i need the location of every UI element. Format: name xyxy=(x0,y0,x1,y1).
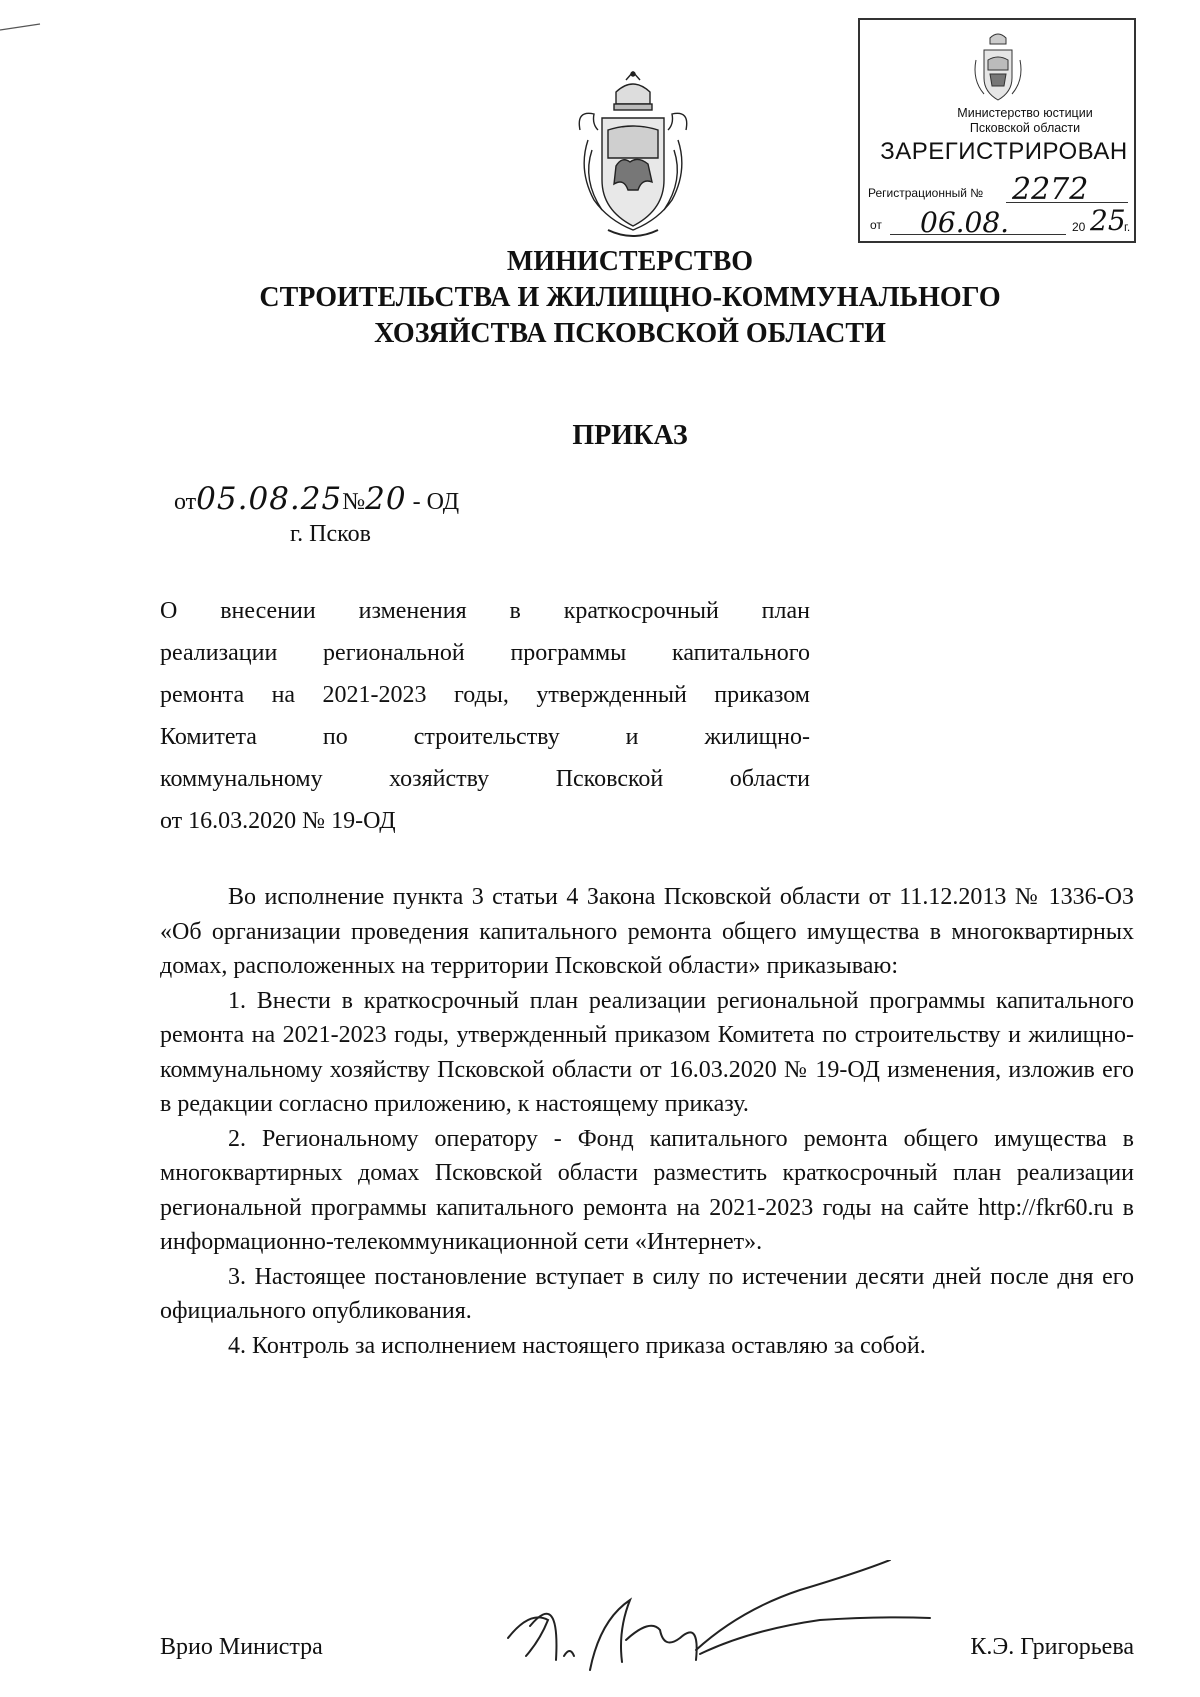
body-item-4: 4. Контроль за исполнением настоящего приказа оставляю за собой. xyxy=(228,1332,926,1359)
stamp-year-value: 25 xyxy=(1090,204,1126,237)
heading-line-1: МИНИСТЕРСТВО xyxy=(506,246,754,277)
order-number-value: 20 xyxy=(365,481,407,517)
signer-name: К.Э. Григорьева xyxy=(970,1634,1134,1660)
order-number-suffix: - ОД xyxy=(406,489,460,515)
subject-line-4: Комитета по строительству и жилищно- xyxy=(160,724,810,750)
handwritten-signature xyxy=(500,1560,940,1680)
margin-mark xyxy=(0,22,42,32)
stamp-emblem-icon xyxy=(970,30,1026,106)
stamp-date-label: от xyxy=(870,218,882,232)
subject-line-6: от 16.03.2020 № 19-ОД xyxy=(160,808,396,834)
subject-line-5: коммунальному хозяйству Псковской области xyxy=(160,766,810,792)
stamp-date-value: 06.08. xyxy=(920,206,1010,239)
body-item-3: 3. Настоящее постановление вступает в силу по истечении десяти дней после дня его официального опубликования. xyxy=(160,1263,1134,1324)
order-date-number xyxy=(174,481,459,517)
heading-line-3: ХОЗЯЙСТВА ПСКОВСКОЙ ОБЛАСТИ xyxy=(374,318,886,349)
body-item-1: 1. Внести в краткосрочный план реализации региональной программы капитального ремонта на 2021-2023 годы, утвержденный приказом Комитета по строительству и жилищно-коммунальному хозяйству Псковской области от 16.03.2020 № 19-ОД изменения, изложив его в редакции согласно приложению, к настоящему приказу. xyxy=(160,987,1134,1117)
stamp-ministry xyxy=(920,106,1130,136)
order-city: г. Псков xyxy=(290,521,371,547)
stamp-year-suffix: г. xyxy=(1124,220,1131,234)
stamp-year-prefix: 20 xyxy=(1072,220,1086,234)
stamp-ministry-name: Министерство юстиции xyxy=(957,106,1093,120)
order-body xyxy=(160,880,1134,1363)
order-title: ПРИКАЗ xyxy=(572,420,688,451)
signer-position: Врио Министра xyxy=(160,1634,323,1660)
order-number-sign: № xyxy=(342,489,366,515)
subject-line-2: реализации региональной программы капитального xyxy=(160,640,810,666)
coat-of-arms-emblem xyxy=(568,70,698,245)
stamp-reg-label: Регистрационный № xyxy=(868,186,984,200)
order-date-value: 05.08.25 xyxy=(196,481,343,517)
order-subject xyxy=(160,590,810,842)
heading-line-2: СТРОИТЕЛЬСТВА И ЖИЛИЩНО-КОММУНАЛЬНОГО xyxy=(259,282,1001,313)
ministry-heading xyxy=(200,244,1060,352)
body-preamble: Во исполнение пункта 3 статьи 4 Закона Псковской области от 11.12.2013 № 1336-ОЗ «Об организации проведения капитального ремонта общего имущества в многоквартирных домах, расположенных на территории Псковской области» приказываю: xyxy=(160,884,1134,979)
body-item-2: 2. Региональному оператору - Фонд капитального ремонта общего имущества в многоквартирных домах Псковской области разместить краткосрочный план реализации региональной программы капитального ремонта на 2021-2023 годы на сайте http://fkr60.ru в информационно-телекоммуникационной сети «Интернет». xyxy=(160,1125,1134,1255)
stamp-region: Псковской области xyxy=(969,121,1081,135)
registration-stamp xyxy=(858,18,1136,243)
order-date-prefix: от xyxy=(174,489,197,515)
subject-line-1: О внесении изменения в краткосрочный план xyxy=(160,598,810,624)
stamp-status: ЗАРЕГИСТРИРОВАН xyxy=(880,138,1128,165)
subject-line-3: ремонта на 2021-2023 годы, утвержденный приказом xyxy=(160,682,810,708)
stamp-reg-number: 2272 xyxy=(1012,172,1089,207)
